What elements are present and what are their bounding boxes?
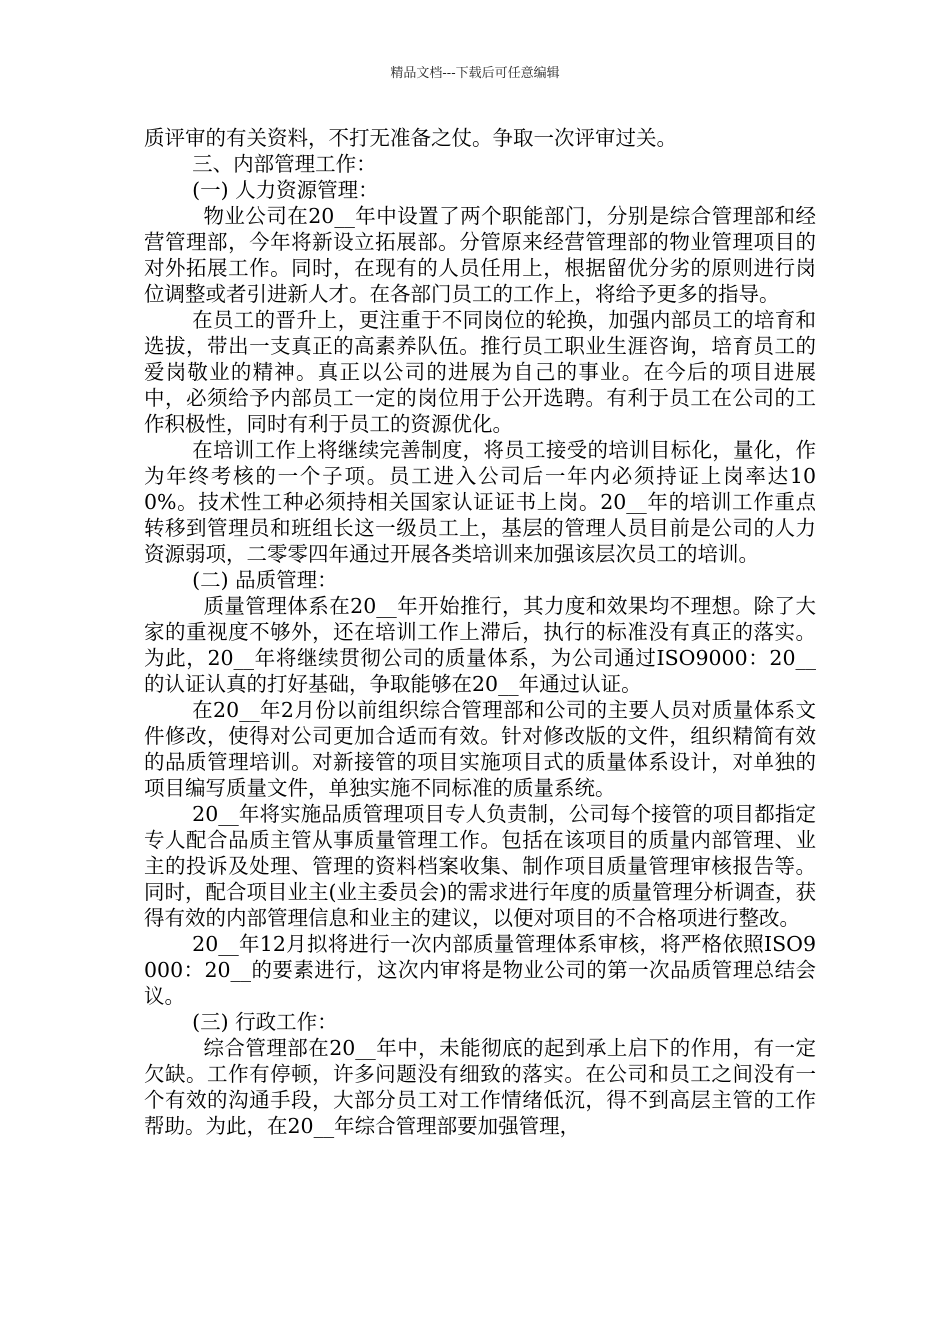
paragraph-quality-revision: 在20__年2月份以前组织综合管理部和公司的主要人员对质量体系文件修改，使得对公司更加合适而有效。针对修改版的文件，组织精简有效的品质管理培训。对新接管的项目实施项目式的质量体系设计，对单独的项目编写质量文件，单独实施不同标准的质量系统。 [144, 698, 816, 800]
paragraph-departments: 物业公司在20__年中设置了两个职能部门，分别是综合管理部和经营管理部，今年将新设立拓展部。分管原来经营管理部的物业管理项目的对外拓展工作。同时，在现有的人员任用上，根据留优分劣的原则进行岗位调整或者引进新人才。在各部门员工的工作上，将给予更多的指导。 [144, 204, 816, 306]
paragraph-training: 在培训工作上将继续完善制度，将员工接受的培训目标化，量化，作为年终考核的一个子项。员工进入公司后一年内必须持证上岗率达100%。技术性工种必须持相关国家认证证书上岗。20__年的培训工作重点转移到管理员和班组长这一级员工上，基层的管理人员目前是公司的人力资源弱项，二零零四年通过开展各类培训来加强该层次员工的培训。 [144, 438, 816, 566]
paragraph-review-materials: 质评审的有关资料，不打无准备之仗。争取一次评审过关。 [144, 126, 677, 150]
subsection-heading-administration: (三) 行政工作： [192, 1010, 338, 1034]
paragraph-promotion: 在员工的晋升上，更注重于不同岗位的轮换，加强内部员工的培育和选拔，带出一支真正的高素养队伍。推行员工职业生涯咨询，培育员工的爱岗敬业的精神。真正以公司的进展为自己的事业。在今后的项目进展中，必须给予内部员工一定的岗位用于公开选聘。有利于员工在公司的工作积极性，同时有利于员工的资源优化。 [144, 308, 816, 436]
subsection-heading-hr: (一) 人力资源管理： [192, 178, 379, 202]
page-header: 精品文档---下载后可任意编辑 [390, 66, 560, 81]
document-body [144, 125, 816, 1139]
section-heading-internal-management: 三、内部管理工作： [192, 152, 377, 176]
subsection-heading-quality: (二) 品质管理： [192, 568, 338, 592]
paragraph-quality-system: 质量管理体系在20__年开始推行，其力度和效果均不理想。除了大家的重视度不够外，还在培训工作上滞后，执行的标准没有真正的落实。为此，20__年将继续贯彻公司的质量体系，为公司通过ISO9000：20__的认证认真的打好基础，争取能够在20__年通过认证。 [144, 594, 816, 696]
paragraph-administration: 综合管理部在20__年中，未能彻底的起到承上启下的作用，有一定欠缺。工作有停顿，许多问题没有细致的落实。在公司和员工之间没有一个有效的沟通手段，大部分员工对工作情绪低沉，得不到高层主管的工作帮助。为此，在20__年综合管理部要加强管理， [144, 1036, 816, 1138]
paragraph-internal-audit: 20__年12月拟将进行一次内部质量管理体系审核，将严格依照ISO9000：20__的要素进行，这次内审将是物业公司的第一次品质管理总结会议。 [144, 932, 816, 1008]
paragraph-quality-responsibility: 20__年将实施品质管理项目专人负责制，公司每个接管的项目都指定专人配合品质主管从事质量管理工作。包括在该项目的质量内部管理、业主的投诉及处理、管理的资料档案收集、制作项目质量管理审核报告等。同时，配合项目业主(业主委员会)的需求进行年度的质量管理分析调查，获得有效的内部管理信息和业主的建议，以便对项目的不合格项进行整改。 [144, 802, 816, 930]
